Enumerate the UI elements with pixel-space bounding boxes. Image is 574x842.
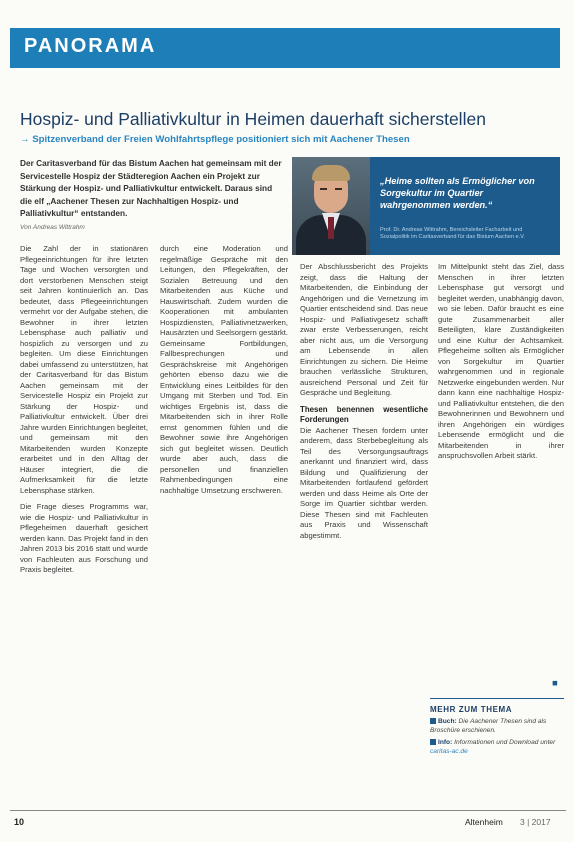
- column-4: [438, 262, 564, 462]
- section-heading: Thesen benennen wesentliche Forderungen: [300, 404, 428, 424]
- footer-divider: [10, 810, 566, 811]
- issue-number: 3 | 2017: [520, 817, 551, 827]
- pull-quote: „Heime sollten als Ermöglicher von Sorgekultur im Quartier wahrgenommen werden.“: [380, 176, 535, 210]
- paragraph: durch eine Moderation und regelmäßige Gespräche mit den Leitungen, den Pflegekräften, der Sozialen Betreuung und den Mitarbeitenden aus Küche und Hauswirtschaft. Zudem wurden die Kooperationen mit ambulanten Hospizdiensten, Palliativnetzwerken, Hausärzten und Seelsorgern gestärkt. Gemeinsame Fortbildungen, Fallbesprechungen und Gesprächskreise mit Angehörigen gehörten ebenso dazu wie die Entwicklung eines Leitbildes für den Umgang mit Sterben und Tod. Ein wichtiges Ergebnis ist, dass die Mitarbeitenden sich in ihrer Rolle ernst genommen fühlen und die Bewohner sowie ihre Angehörigen sich gut begleitet wissen. Deutlich wurde aber auch, dass die personellen und finanziellen Rahmenbedingungen eine nachhaltige Umsetzung erschweren.: [160, 244, 288, 495]
- more-on-topic-item: Buch: Die Aachener Thesen sind als Broschüre erschienen.: [430, 718, 547, 734]
- article-byline: Von Andreas Wittrahm: [20, 224, 85, 231]
- paragraph: Im Mittelpunkt steht das Ziel, dass Menschen in ihrer letzten Lebensphase gut versorgt und begleitet werden, unabhängig davon, wo sie leben. Dafür braucht es eine gute Zusammenarbeit aller Beteiligten, klare Zuständigkeiten und eine Kultur der Achtsamkeit. Pflegeheime sollten als Ermöglicher von Sorgekultur im Quartier wahrgenommen und in regionale Netzwerke eingebunden werden. Nur dann kann eine nachhaltige Hospiz- und Palliativkultur entstehen, die den Bewohnerinnen und Bewohnern und ihren Angehörigen ein würdiges Lebensende ermöglicht und die Mitarbeitenden in ihrer anspruchsvollen Arbeit stärkt.: [438, 262, 564, 460]
- book-icon: [430, 718, 436, 724]
- author-portrait: [292, 157, 370, 255]
- paragraph: Die Zahl der in stationären Pflegeeinrichtungen für ihre letzten Tage und Wochen versorgten und dort verstorbenen Menschen steigt seit Jahren kontinuierlich an. Das bedeutet, dass Pflegeeinrichtungen vermehrt vor der Aufgabe stehen, die Bewohner in ihrer letzten Lebensphase auch palliativ und hospizlich zu versorgen und zu begleiten. Um diese Einrichtungen dabei umfassend zu unterstützen, hat der Caritasverband für das Bistum Aachen gemeinsam mit der Servicestelle Hospiz ein Projekt zur Stärkung der Hospiz- und Palliativkultur entwickelt. Über drei Jahre wurden Einrichtungen begleitet, und gemeinsam mit den Mitarbeitenden wurden Konzepte erarbeitet und in den Alltag der Häuser integriert, die die Aufmerksamkeit für die letzte Lebensphase stärken.: [20, 244, 148, 495]
- magazine-name: Altenheim: [465, 817, 503, 827]
- section-label: PANORAMA: [24, 35, 157, 57]
- paragraph: Die Aachener Thesen fordern unter anderem, dass Sterbebegleitung als Teil des Versorgungsauftrags anerkannt und finanziert wird, dass Bildung und Qualifizierung der Mitarbeitenden fortlaufend gefördert werden und dass Heime als Orte der Sorge im Quartier sichtbar werden. Diese Thesen sind mit Fachleuten aus Praxis und Wissenschaft abgestimmt.: [300, 425, 428, 540]
- more-info-link[interactable]: caritas-ac.de: [430, 747, 468, 755]
- column-2: [160, 244, 288, 496]
- pull-quote-source: Prof. Dr. Andreas Wittrahm, Bereichsleiter Facharbeit und Sozialpolitik im Caritasverband für das Bistum Aachen e.V.: [380, 227, 525, 241]
- article-lead: Der Caritasverband für das Bistum Aachen hat gemeinsam mit der Servicestelle Hospiz der Städteregion Aachen ein Projekt zur Stärkung der Hospiz- und Palliativkultur entwickelt. Daraus sind die elf „Aachener Thesen zur Nachhaltigen Hospiz- und Palliativkultur“ entstanden.: [20, 158, 282, 219]
- paragraph: Der Abschlussbericht des Projekts zeigt, dass die Haltung der Mitarbeitenden, die Einbindung der Angehörigen und die Vernetzung im Quartier entscheidend sind. Das neue Hospiz- und Palliativgesetz schafft zwar erste Verbesserungen, reicht aber nicht aus, um die Versorgung am Lebensende in allen Einrichtungen zu sichern. Die Heime brauchen verlässliche Strukturen, ausreichend Personal und Zeit für Gespräche und Begleitung.: [300, 262, 428, 397]
- paragraph: Die Frage dieses Programms war, wie die Hospiz- und Palliativkultur in Pflegeheimen dauerhaft gesichert werden kann. Das Projekt fand in den Jahren 2013 bis 2016 statt und wurde von Fachleuten aus Forschung und Praxis begleitet.: [20, 502, 148, 574]
- more-on-topic-item: Info: Informationen und Download unter caritas-ac.de: [430, 739, 556, 755]
- end-mark-icon: ◼: [552, 680, 558, 687]
- section-banner: [10, 28, 560, 68]
- article-subhead: → Spitzenverband der Freien Wohlfahrtspflege positioniert sich mit Aachener Thesen: [20, 134, 410, 145]
- article-headline: Hospiz- und Palliativkultur in Heimen dauerhaft sicherstellen: [20, 109, 486, 129]
- column-1: [20, 244, 148, 576]
- column-3: [300, 262, 428, 541]
- more-on-topic-box: [430, 698, 564, 756]
- quote-box: [292, 157, 560, 255]
- more-on-topic-title: MEHR ZUM THEMA: [430, 705, 513, 714]
- info-icon: [430, 739, 436, 745]
- page-number: 10: [14, 817, 25, 827]
